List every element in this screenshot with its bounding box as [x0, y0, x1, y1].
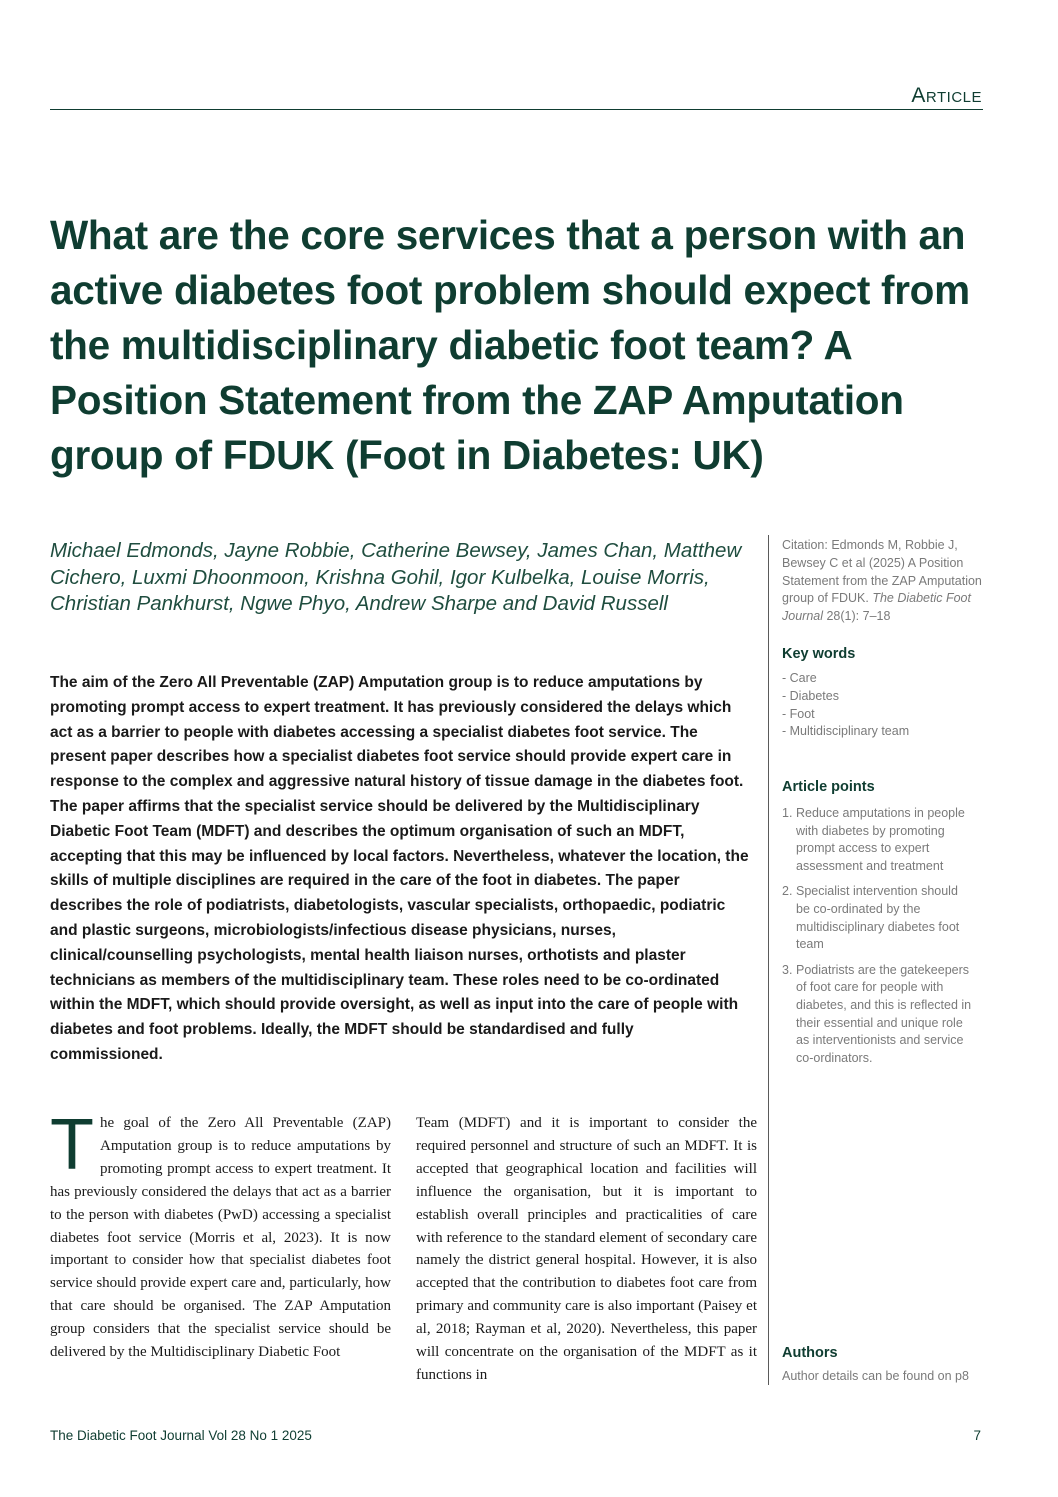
- point-number: 2.: [782, 884, 793, 899]
- citation-text: Citation: Edmonds M, Robbie J, Bewsey C et al (2025) A Position Statement from the ZAP Amputation group of FDUK.: [782, 538, 982, 606]
- keyword-item: - Multidisciplinary team: [782, 724, 910, 739]
- author-list: Michael Edmonds, Jayne Robbie, Catherine Bewsey, James Chan, Matthew Cichero, Luxmi Dhoonmoon, Krishna Gohil, Igor Kulbelka, Louise Morris, Christian Pankhurst, Ngwe Phyo, Andrew Sharpe and David Russell: [50, 539, 742, 615]
- author-details-note: Author details can be found on p8: [782, 1369, 969, 1383]
- citation: [782, 537, 987, 626]
- point-text: Reduce amputations in people with diabetes by promoting prompt access to expert assessment and treatment: [796, 806, 965, 873]
- article-points-list: [782, 805, 972, 1075]
- point-text: Podiatrists are the gatekeepers of foot care for people with diabetes, and this is reflected in their essential and unique role as interventionists and service co-ordinators.: [796, 962, 972, 1065]
- abstract: The aim of the Zero All Preventable (ZAP) Amputation group is to reduce amputations by promoting prompt access to expert treatment. It has previously considered the delays which act as a barrier to people with diabetes accessing a specialist diabetes foot service. The present paper describes how a specialist diabetes foot service should provide expert care in response to the complex and aggressive natural history of tissue damage in the diabetes foot. The paper affirms that the specialist service should be delivered by the Multidisciplinary Diabetic Foot Team (MDFT) and describes the optimum organisation of such an MDFT, accepting that this may be influenced by local factors. Nevertheless, whatever the location, the skills of multiple disciplines are required in the care of the foot in diabetes. The paper describes the role of podiatrists, diabetologists, vascular specialists, orthopaedic, podiatric and plastic surgeons, microbiologists/infectious disease physicians, nurses, clinical/counselling psychologists, mental health liaison nurses, orthotists and plaster technicians as members of the multidisciplinary team. These roles need to be co-ordinated within the MDFT, which should provide oversight, as well as input into the care of people with diabetes and foot problems. Ideally, the MDFT should be standardised and fully commissioned.: [50, 674, 749, 1063]
- keyword-item: - Diabetes: [782, 688, 839, 703]
- body-column-1-text: he goal of the Zero All Preventable (ZAP) Amputation group is to reduce amputations by promoting prompt access to expert treatment. It has previously considered the delays that act as a barrier to the person with diabetes (PwD) accessing a specialist diabetes foot service (Morris et al, 2023). It is now important to consider how that specialist diabetes foot service should provide expert care and, particularly, how that care should be organised. The ZAP Amputation group considers that the specialist service should be delivered by the Multidisciplinary Diabetic Foot: [50, 1115, 391, 1361]
- body-column-2-text: Team (MDFT) and it is important to consider the required personnel and structure of such an MDFT. It is accepted that geographical location and facilities will influence the organisation, but it is important to establish overall principles and practicalities of care with reference to the standard element of secondary care namely the district general hospital. However, it is also accepted that the contribution to diabetes foot care from primary and community care is also important (Paisey et al, 2018; Rayman et al, 2020). Nevertheless, this paper will concentrate on the organisation of the MDFT as it functions in: [416, 1115, 757, 1383]
- keyword-item: - Care: [782, 671, 817, 685]
- authors-heading: Authors: [782, 1345, 838, 1361]
- sidebar-divider: [768, 535, 769, 1385]
- article-title: What are the core services that a person with an active diabetes foot problem should expect from the multidisciplinary diabetic foot team? A Position Statement from the ZAP Amputation group of FDUK (Foot in Diabetes: UK): [50, 212, 970, 478]
- body-column-1: [50, 1112, 391, 1388]
- body-column-2: [416, 1112, 757, 1388]
- article-point: [782, 805, 972, 875]
- citation-journal: The Diabetic Foot Journal: [782, 591, 971, 624]
- keywords-list: [782, 670, 909, 741]
- article-point: [782, 962, 972, 1068]
- article-points-heading: Article points: [782, 779, 875, 795]
- page-number: 7: [973, 1428, 981, 1443]
- citation-ref: 28(1): 7–18: [826, 609, 891, 624]
- keyword-item: - Foot: [782, 706, 815, 721]
- article-point: [782, 883, 972, 953]
- section-label: Article: [911, 84, 982, 107]
- point-number: 1.: [782, 806, 793, 820]
- header-rule: [50, 109, 983, 110]
- point-number: 3.: [782, 962, 793, 977]
- footer-journal-info: The Diabetic Foot Journal Vol 28 No 1 2025: [50, 1428, 312, 1443]
- keywords-heading: Key words: [782, 646, 856, 662]
- point-text: Specialist intervention should be co-ordinated by the multidisciplinary diabetes foot team: [796, 884, 960, 952]
- drop-cap: T: [50, 1112, 94, 1185]
